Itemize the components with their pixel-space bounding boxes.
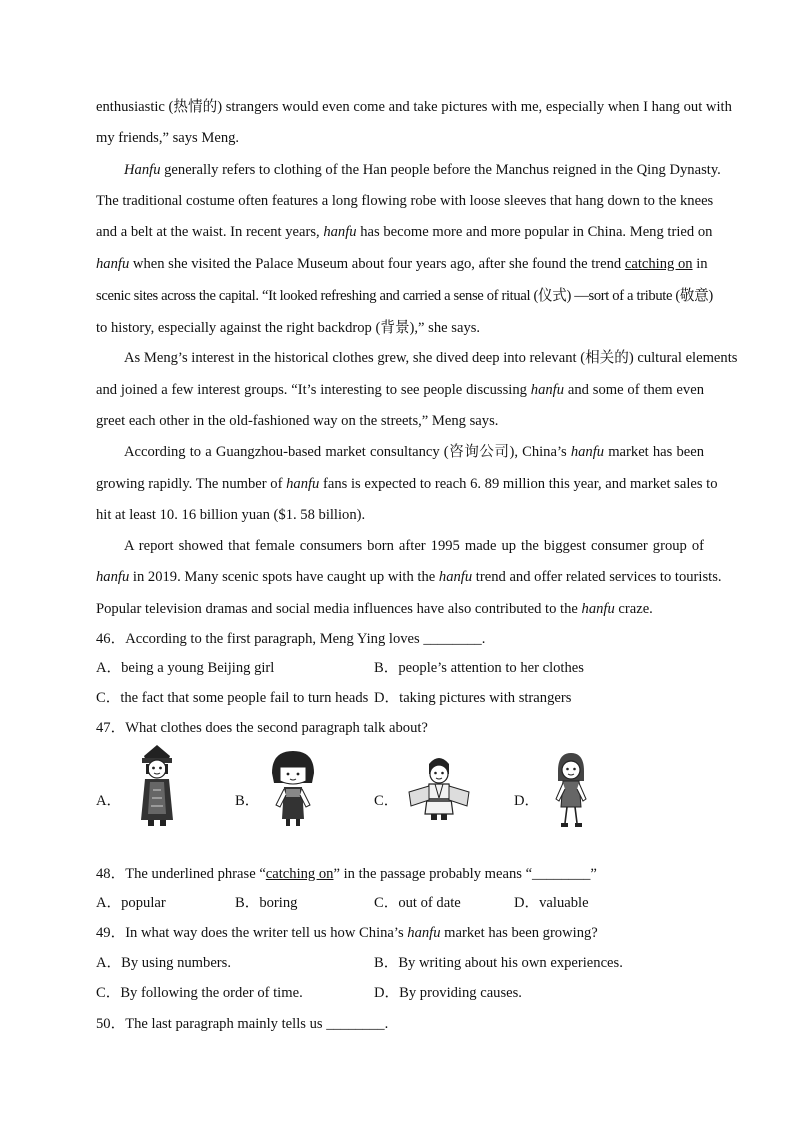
q48-stem bbox=[96, 864, 597, 884]
q49-option-c[interactable]: C．By following the order of time. bbox=[96, 985, 303, 1001]
hanfu-word: hanfu bbox=[286, 476, 320, 492]
p4-line-1 bbox=[124, 442, 704, 462]
p4-line-1-b: market has been bbox=[604, 444, 704, 460]
p4-line-2-a: growing rapidly. The number of bbox=[96, 476, 287, 492]
q46-option-a[interactable]: A．being a young Beijing girl bbox=[96, 660, 275, 676]
p5-line-3-a: Popular television dramas and social media influences have also contributed to the bbox=[96, 601, 582, 617]
q49-option-b[interactable]: B．By writing about his own experiences. bbox=[374, 955, 623, 971]
hanfu-word: hanfu bbox=[323, 224, 357, 240]
hanfu-word: hanfu bbox=[407, 925, 441, 941]
q48-option-d[interactable]: D．valuable bbox=[514, 895, 589, 911]
p2-line-1 bbox=[124, 160, 721, 180]
p2-line-3-a: and a belt at the waist. In recent years, bbox=[96, 224, 324, 240]
p3-line-1: As Meng’s interest in the historical clothes grew, she dived deep into relevant (相关的) cultural elements bbox=[124, 350, 738, 366]
p3-line-3: greet each other in the old-fashioned way on the streets,” Meng says. bbox=[96, 413, 499, 429]
p2-line-2: The traditional costume often features a long flowing robe with loose sleeves that hang down to the knees bbox=[96, 193, 714, 209]
q47-option-a[interactable]: A． bbox=[96, 793, 122, 809]
p2-line-1-text: generally refers to clothing of the Han people before the Manchus reigned in the Qing Dynasty. bbox=[160, 162, 721, 178]
q48-option-b[interactable]: B．boring bbox=[235, 895, 298, 911]
q49-option-d[interactable]: D．By providing causes. bbox=[374, 985, 522, 1001]
q47-option-c[interactable]: C． bbox=[374, 793, 399, 809]
hanfu-word: hanfu bbox=[96, 569, 130, 585]
p5-line-3-b: craze. bbox=[614, 601, 653, 617]
p5-line-2-b: trend and offer related services to tourists. bbox=[472, 569, 722, 585]
q46-option-d[interactable]: D．taking pictures with strangers bbox=[374, 690, 572, 706]
underlined-phrase: catching on bbox=[624, 256, 693, 272]
q46-option-c[interactable]: C．the fact that some people fail to turn heads bbox=[96, 690, 369, 706]
q49-option-a[interactable]: A．By using numbers. bbox=[96, 955, 231, 971]
qing-costume-figure-image[interactable] bbox=[132, 742, 182, 828]
p3-line-2 bbox=[96, 380, 704, 400]
hanfu-word: hanfu bbox=[570, 444, 605, 460]
hanfu-word: hanfu bbox=[530, 382, 565, 398]
p4-line-2 bbox=[96, 474, 718, 494]
p2-line-3 bbox=[96, 222, 713, 242]
p2-line-4-b: in bbox=[692, 256, 708, 272]
p3-line-2-a: and joined a few interest groups. “It’s interesting to see people discussing bbox=[96, 382, 531, 398]
q47-stem: 47．What clothes does the second paragraph talk about? bbox=[96, 720, 428, 736]
p2-line-5: scenic sites across the capital. “It looked refreshing and carried a sense of ritual (仪式) —sort of a tribute (敬意) bbox=[96, 288, 713, 304]
q46-option-b[interactable]: B．people’s attention to her clothes bbox=[374, 660, 584, 676]
q48-stem-b: ” in the passage probably means “________” bbox=[333, 866, 597, 882]
p3-line-2-b: and some of them even bbox=[564, 382, 704, 398]
p1-line-1: enthusiastic (热情的) strangers would even come and take pictures with me, especially when I hang out with bbox=[96, 99, 732, 115]
p4-line-3: hit at least 10. 16 billion yuan ($1. 58 billion). bbox=[96, 507, 366, 523]
modern-girl-figure-image[interactable] bbox=[548, 751, 594, 831]
hanfu-word: Hanfu bbox=[124, 162, 161, 178]
cheongsam-figure-image[interactable] bbox=[264, 747, 322, 829]
q47-option-b[interactable]: B． bbox=[235, 793, 260, 809]
p4-line-2-b: fans is expected to reach 6. 89 million this year, and market sales to bbox=[319, 476, 718, 492]
q48-stem-a: 48．The underlined phrase “ bbox=[96, 866, 266, 882]
p2-line-3-b: has become more and more popular in China. Meng tried on bbox=[356, 224, 713, 240]
p5-line-2-a: in 2019. Many scenic spots have caught up with the bbox=[129, 569, 439, 585]
q48-underlined-phrase: catching on bbox=[265, 866, 334, 882]
p4-line-1-a: According to a Guangzhou-based market consultancy (咨询公司), China’s bbox=[124, 444, 571, 460]
q50-stem: 50．The last paragraph mainly tells us ________. bbox=[96, 1016, 389, 1032]
p5-line-1: A report showed that female consumers born after 1995 made up the biggest consumer group of bbox=[124, 538, 704, 554]
q49-stem-b: market has been growing? bbox=[440, 925, 598, 941]
p1-line-2: my friends,” says Meng. bbox=[96, 130, 240, 146]
hanfu-word: hanfu bbox=[581, 601, 615, 617]
hanfu-figure-image[interactable] bbox=[405, 754, 473, 826]
hanfu-word: hanfu bbox=[438, 569, 473, 585]
p2-line-4-a: when she visited the Palace Museum about four years ago, after she found the trend bbox=[129, 256, 625, 272]
q47-option-d[interactable]: D． bbox=[514, 793, 540, 809]
p2-line-4 bbox=[96, 254, 708, 274]
p5-line-2 bbox=[96, 567, 722, 587]
q49-stem-a: 49．In what way does the writer tell us how China’s bbox=[96, 925, 408, 941]
hanfu-word: hanfu bbox=[96, 256, 130, 272]
p2-line-6: to history, especially against the right backdrop (背景),” she says. bbox=[96, 320, 481, 336]
q48-option-a[interactable]: A．popular bbox=[96, 895, 166, 911]
q48-option-c[interactable]: C．out of date bbox=[374, 895, 461, 911]
q46-stem: 46．According to the first paragraph, Meng Ying loves ________. bbox=[96, 631, 486, 647]
q49-stem bbox=[96, 923, 598, 943]
p5-line-3 bbox=[96, 599, 704, 619]
